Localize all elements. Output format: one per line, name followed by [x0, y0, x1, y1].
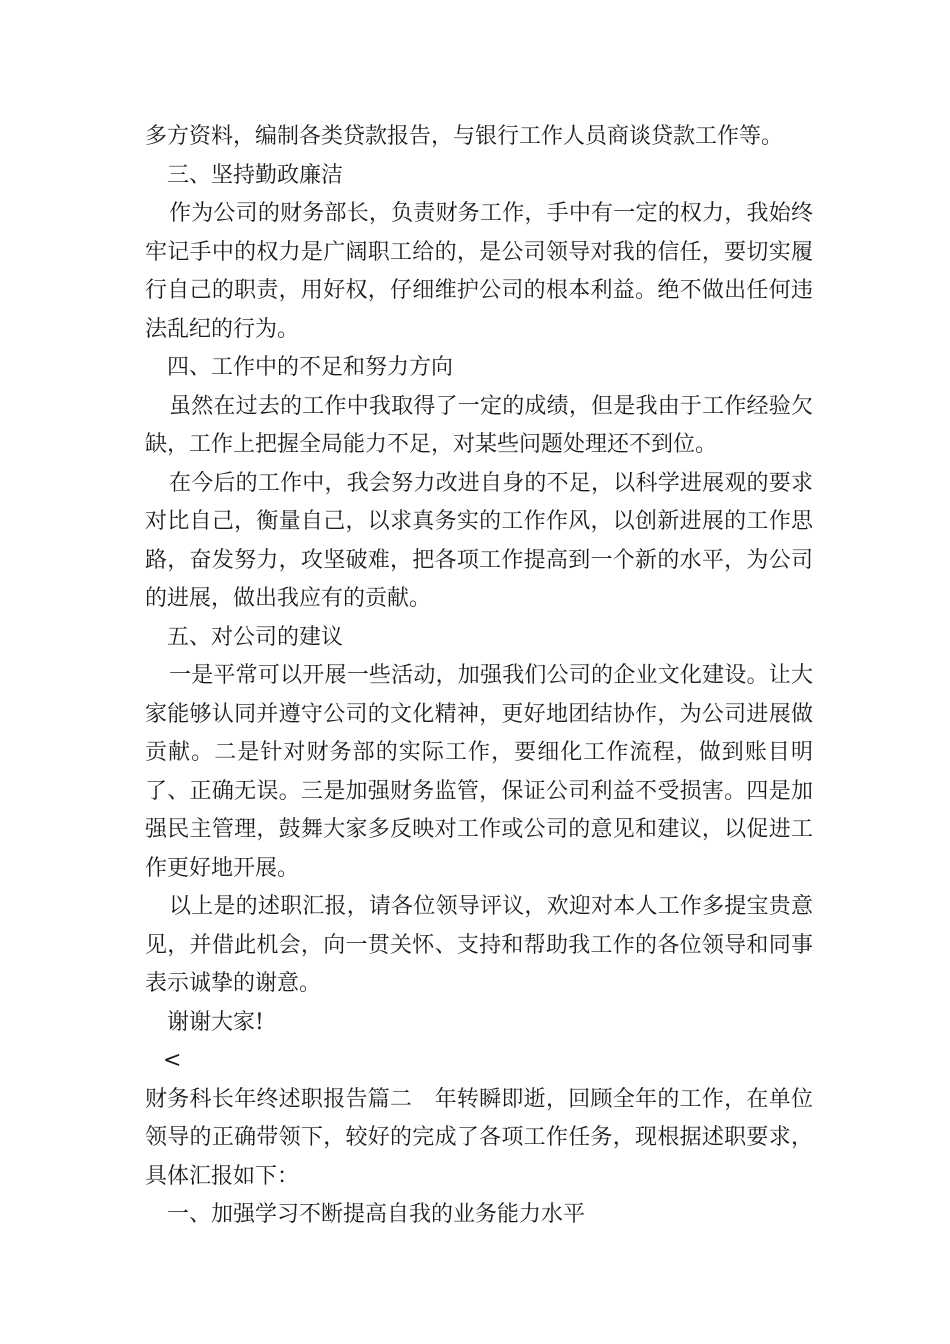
paragraph-integrity: 作为公司的财务部长，负责财务工作，手中有一定的权力，我始终牢记手中的权力是广阔职工给的，是公司领导对我的信任，要切实履行自己的职责，用好权，仔细维护公司的根本利益。绝不做出任何违法乱纪的行为。 [145, 201, 813, 342]
closing-thanks: 谢谢大家! [167, 1009, 264, 1035]
paragraph-future-work: 在今后的工作中，我会努力改进自身的不足，以科学进展观的要求对比自己，衡量自己，以求真务实的工作作风，以创新进展的工作思路，奋发努力，攻坚破难，把各项工作提高到一个新的水平，为公司的进展，做出我应有的贡献。 [145, 470, 813, 611]
paragraph-report-two-intro: 财务科长年终述职报告篇二 年转瞬即逝，回顾全年的工作，在单位领导的正确带领下，较好的完成了各项工作任务，现根据述职要求，具体汇报如下： [145, 1086, 813, 1189]
paragraph-conclusion: 以上是的述职汇报，请各位领导评议，欢迎对本人工作多提宝贵意见，并借此机会，向一贯关怀、支持和帮助我工作的各位领导和同事表示诚挚的谢意。 [145, 894, 813, 996]
paragraph-suggestions: 一是平常可以开展一些活动，加强我们公司的企业文化建设。让大家能够认同并遵守公司的文化精神，更好地团结协作，为公司进展做贡献。二是针对财务部的实际工作，要细化工作流程，做到账目明了、正确无误。三是加强财务监管，保证公司利益不受损害。四是加强民主管理，鼓舞大家多反映对工作或公司的意见和建议，以促进工作更好地开展。 [145, 663, 813, 881]
section-heading-5: 五、对公司的建议 [167, 624, 344, 650]
stray-mark: < [163, 1048, 182, 1073]
section-heading-3: 三、坚持勤政廉洁 [167, 162, 344, 188]
paragraph-shortcomings: 虽然在过去的工作中我取得了一定的成绩，但是我由于工作经验欠缺，工作上把握全局能力不足，对某些问题处理还不到位。 [145, 393, 813, 457]
paragraph-continuation: 多方资料，编制各类贷款报告，与银行工作人员商谈贷款工作等。 [145, 124, 784, 149]
section-heading-4: 四、工作中的不足和努力方向 [167, 355, 454, 380]
document-body [145, 118, 813, 1235]
section-heading-1: 一、加强学习不断提高自我的业务能力水平 [167, 1202, 586, 1227]
